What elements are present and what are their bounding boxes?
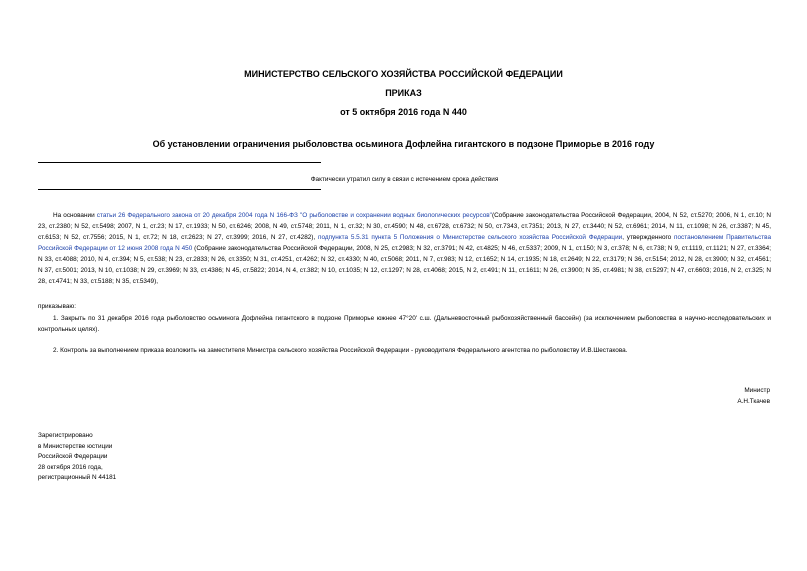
link-ministry-regulation[interactable]: подпункта 5.5.31 пункта 5 Положения о Министерстве сельского хозяйства Российской Федерации — [317, 234, 623, 241]
link-fz-166[interactable]: статьи 26 Федерального закона от 20 декабря 2004 года N 166-ФЗ "О рыболовстве и сохранении водных биологических ресурсов" — [96, 212, 492, 219]
registration-line-4: 28 октября 2016 года, — [38, 463, 103, 471]
signature-block — [570, 385, 770, 407]
document-title: Об установлении ограничения рыболовства осьминога Дофлейна гигантского в подзоне Приморье в 2016 году — [152, 139, 655, 149]
ministry-heading: МИНИСТЕРСТВО СЕЛЬСКОГО ХОЗЯЙСТВА РОССИЙСКОЙ ФЕДЕРАЦИИ — [244, 69, 563, 79]
signer-position: Министр — [744, 387, 770, 394]
preamble-text-2: (Собрание законодательства Российской Федерации, 2004, N 52, ст.5270; 2006, N 1, ст.10; N 23, ст.2380; N 52, ст.5498; 2007, N 1, ст.23; N 17, ст.1933; N 50, ст.6246; 2008, N 49, ст.5748; 2011, N 1, ст.32; N 30, ст.4590; N 48, ст.6728, ст.6732; N 50, ст.7343, ст.7351; 2013, N 27, ст.3440; N 52, ст.6961; 2014, N 11, ст.1098; N 26, ст.3387; N 45, ст.6153; N 52, ст.7556; 2015, N 1, ст.72; N 18, ст.2623; N 27, ст.3999; 2016, N 27, ст.4282), — [38, 212, 772, 241]
order-item-1: 1. Закрыть по 31 декабря 2016 года рыболовство осьминога Дофлейна гигантского в подзоне Приморье южнее 47°20' с.ш. (Дальневосточный рыбохозяйственный бассейн) (за исключением рыболовства в научно-исследовательских и контрольных целях). — [38, 315, 771, 333]
preamble-text-3: , утвержденного — [622, 234, 675, 241]
divider-bottom — [38, 189, 321, 190]
divider-top — [38, 162, 321, 163]
registration-line-1: Зарегистрировано — [38, 432, 93, 439]
registration-line-3: Российской Федерации — [38, 453, 108, 460]
link-government-decree-450[interactable]: постановлением Правительства Российской Федерации от 12 июня 2008 года N 450 — [38, 234, 771, 252]
status-note: Фактически утратил силу в связи с истечением срока действия — [310, 176, 499, 183]
registration-line-2: в Министерстве юстиции — [38, 442, 113, 450]
order-word: приказываю: — [38, 303, 76, 310]
registration-block — [38, 431, 238, 484]
doc-type-heading: ПРИКАЗ — [385, 88, 422, 98]
registration-line-5: регистрационный N 44181 — [38, 474, 117, 481]
preamble-text-1: На основании — [53, 212, 97, 219]
preamble-paragraph — [38, 210, 771, 287]
preamble-text-4: (Собрание законодательства Российской Федерации, 2008, N 25, ст.2983; N 32, ст.3791; N 42, ст.4825; N 46, ст.5337; 2009, N 1, ст.150; N 3, ст.378; N 6, ст.738; N 9, ст.1119, ст.1121; N 27, ст.3364; N 33, ст.4088; 2010, N 4, ст.394; N 5, ст.538; N 23, ст.2833; N 26, ст.3350; N 31, ст.4251, ст.4262; N 32, ст.4330; N 40, ст.5068; 2011, N 7, ст.983; N 12, ст.1652; N 14, ст.1935; N 18, ст.2649; N 22, ст.3179; N 36, ст.5154; 2012, N 28, ст.3900; N 32, ст.4561; N 37, ст.5001; 2013, N 10, ст.1038; N 29, ст.3969; N 33, ст.4386; N 45, ст.5822; 2014, N 4, ст.382; N 10, ст.1035; N 12, ст.1297; N 28, ст.4068; 2015, N 2, ст.491; N 11, ст.1611; N 26, ст.3900; N 35, ст.4981; N 38, ст.5297; N 47, ст.6603; 2016, N 2, ст.325; N 28, ст.4741; N 33, ст.5188; N 35, ст.5349), — [38, 245, 771, 285]
date-number-heading: от 5 октября 2016 года N 440 — [340, 107, 467, 117]
order-item-2: 2. Контроль за выполнением приказа возложить на заместителя Министра сельского хозяйства Российской Федерации - руководителя Федерального агентства по рыболовству И.В.Шестакова. — [53, 347, 628, 354]
signer-name: А.Н.Ткачев — [737, 398, 770, 405]
